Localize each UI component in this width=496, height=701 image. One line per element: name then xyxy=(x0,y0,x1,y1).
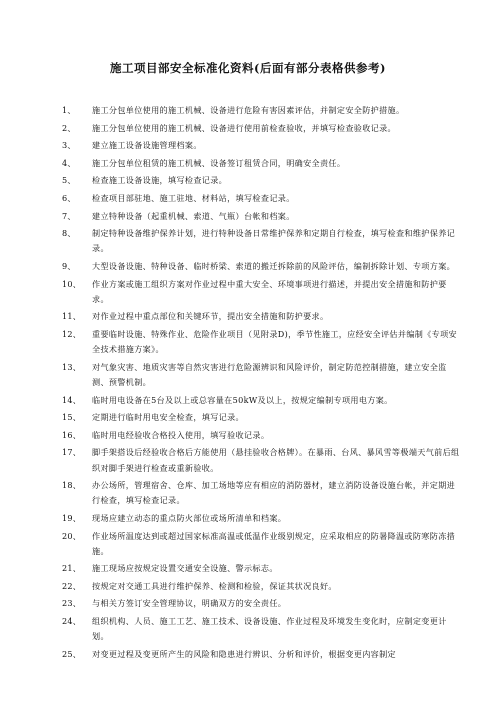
list-item xyxy=(60,478,462,508)
item-text: 按规定对交通工具进行维护保养、检测和检验，保证其状况良好。 xyxy=(92,580,337,591)
list-item xyxy=(60,529,462,559)
item-text: 重要临时设施、特殊作业、危险作业项目（见附录D)，季节性施工，应经安全评估并编制《专项安全技术措施方案》。 xyxy=(92,328,457,355)
item-text: 现场应建立动态的重点防火部位或场所清单和档案。 xyxy=(92,512,287,523)
item-number: 19、 xyxy=(62,512,81,523)
item-text: 作业场所温度达到或超过国家标准高温或低温作业级别规定，应采取相应的防暑降温或防寒防冻措施。 xyxy=(92,530,456,556)
list-item xyxy=(60,511,462,526)
item-text: 施工分包单位使用的施工机械、设备进行危险有害因素评估，并制定安全防护措施。 xyxy=(92,105,405,115)
item-number: 9、 xyxy=(62,260,76,271)
list-item xyxy=(60,226,462,256)
list-item xyxy=(60,277,462,307)
item-text: 建立施工设备设施管理档案。 xyxy=(92,140,202,151)
item-text: 定期进行临时用电安全检查，填写记录。 xyxy=(92,412,244,423)
list-item xyxy=(60,103,462,118)
item-number: 22、 xyxy=(62,580,81,591)
item-number: 11、 xyxy=(62,311,81,322)
list-item xyxy=(60,191,462,206)
item-text: 临时用电设备在5台及以上或总容量在50kW及以上，按规定编制专项用电方案。 xyxy=(92,394,393,405)
list-item xyxy=(60,647,462,662)
item-text: 制定特种设备维护保养计划，进行特种设备日常维护保养和定期自行检查，填写检查和维护保养记录。 xyxy=(92,228,456,254)
list-item xyxy=(60,327,462,357)
list-item xyxy=(60,445,462,475)
item-number: 4、 xyxy=(62,157,76,168)
item-number: 1、 xyxy=(62,105,76,115)
list-item xyxy=(60,156,462,171)
list-item xyxy=(60,360,462,390)
list-item xyxy=(60,596,462,611)
item-text: 作业方案或施工组织方案对作业过程中重大安全、环境事项进行描述，并提出安全措施和防护要求。 xyxy=(92,278,447,304)
item-text: 大型设备设施、特种设备、临时桥梁、索道的搬迁拆除前的风险评估，编制拆除计划、专项方案。 xyxy=(92,260,456,271)
item-number: 16、 xyxy=(62,429,81,440)
item-text: 施工现场应按规定设置交通安全设施、警示标志。 xyxy=(92,563,278,574)
list-item xyxy=(60,428,462,443)
list-item xyxy=(60,121,462,136)
item-number: 10、 xyxy=(62,278,81,289)
item-number: 15、 xyxy=(62,412,81,423)
item-number: 25、 xyxy=(62,648,81,659)
item-number: 24、 xyxy=(62,616,81,627)
list-item xyxy=(60,579,462,594)
list-item xyxy=(60,393,462,408)
document-title: 施工项目部安全标准化资料(后面有部分表格供参考) xyxy=(110,61,386,75)
item-text: 与相关方签订安全管理协议，明确双方的安全责任。 xyxy=(92,598,287,609)
list-item xyxy=(60,309,462,324)
item-number: 21、 xyxy=(62,563,81,574)
item-text: 建立特种设备（起重机械、索道、气瓶）台帐和档案。 xyxy=(92,210,295,221)
item-number: 8、 xyxy=(62,228,76,239)
list-item xyxy=(60,614,462,644)
item-number: 3、 xyxy=(62,140,76,151)
item-text: 施工分包单位租赁的施工机械、设备签订租赁合同，明确安全责任。 xyxy=(92,157,346,168)
item-number: 23、 xyxy=(62,598,81,609)
list-item xyxy=(60,561,462,576)
item-text: 对气象灾害、地质灾害等自然灾害进行危险源辨识和风险评价，制定防范控制措施，建立安全监测、预警机制。 xyxy=(92,361,447,387)
item-number: 20、 xyxy=(62,530,81,541)
item-text: 脚手架搭设后经验收合格后方能使用（悬挂验收合格牌）。在暴雨、台风、暴风雪等极端天气前后组织对脚手架进行检查或重新验收。 xyxy=(92,447,460,473)
item-text: 临时用电经验收合格投入使用，填写验收记录。 xyxy=(92,429,270,440)
item-text: 办公场所，管理宿舍、仓库、加工场地等应有相应的消防器材，建立消防设备设施台帐，并定期进行检查，填写检查记录。 xyxy=(92,480,456,506)
item-number: 12、 xyxy=(62,328,81,339)
item-text: 检查施工设备设施，填写检查记录。 xyxy=(92,175,228,186)
item-text: 对作业过程中重点部位和关键环节，提出安全措施和防护要求。 xyxy=(92,311,329,322)
list-item xyxy=(60,209,462,224)
list-item xyxy=(60,410,462,425)
list-item xyxy=(60,259,462,274)
item-number: 14、 xyxy=(62,394,81,405)
item-number: 2、 xyxy=(62,122,76,133)
item-list xyxy=(60,103,462,662)
list-item xyxy=(60,173,462,188)
item-text: 检查项目部驻地、施工驻地、材料站，填写检查记录。 xyxy=(92,192,295,203)
item-number: 6、 xyxy=(62,192,76,203)
list-item xyxy=(60,138,462,153)
item-number: 13、 xyxy=(62,361,81,372)
item-text: 对变更过程及变更所产生的风险和隐患进行辨识、分析和评价，根据变更内容制定 xyxy=(92,648,396,659)
item-text: 组织机构、人员、施工工艺、施工技术、设备设施、作业过程及环境发生变化时，应制定变更计划。 xyxy=(92,616,447,642)
item-number: 7、 xyxy=(62,210,76,221)
item-text: 施工分包单位使用的施工机械、设备进行使用前检查验收，并填写检查验收记录。 xyxy=(92,122,396,133)
item-number: 17、 xyxy=(62,447,81,458)
item-number: 18、 xyxy=(62,480,81,491)
item-number: 5、 xyxy=(62,175,76,186)
